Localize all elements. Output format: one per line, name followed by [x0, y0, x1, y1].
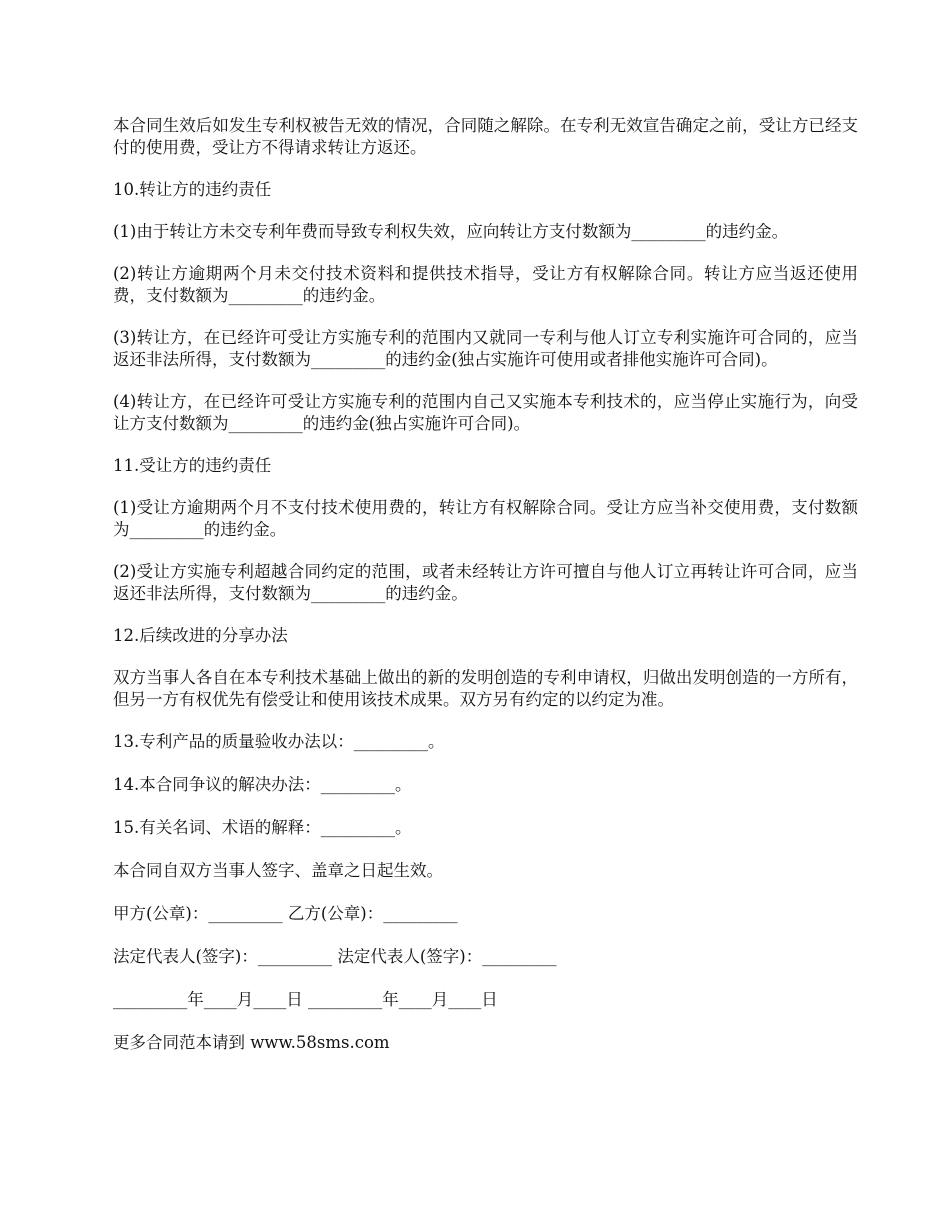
section-13: 13.专利产品的质量验收办法以：_________。: [113, 732, 445, 751]
signature-dates-line: _________年____月____日 _________年____月____日: [113, 990, 498, 1009]
effective-clause: 本合同自双方当事人签字、盖章之日起生效。: [113, 861, 443, 880]
paragraph-10-2: (2)转让方逾期两个月未交付技术资料和提供技术指导，受让方有权解除合同。转让方应当返还使用费，支付数额为_________的违约金。: [113, 264, 858, 305]
footer-website-note: 更多合同范本请到 www.58sms.com: [113, 1033, 390, 1052]
section-15: 15.有关名词、术语的解释：_________。: [113, 818, 412, 837]
section-heading-10: 10.转让方的违约责任: [113, 180, 272, 199]
signature-representatives-line: 法定代表人(签字)：_________ 法定代表人(签字)：_________: [113, 947, 557, 966]
contract-page: [113, 115, 858, 1074]
paragraph-11-2: (2)受让方实施专利超越合同约定的范围，或者未经转让方许可擅自与他人订立再转让许可合同，应当返还非法所得，支付数额为_________的违约金。: [113, 562, 858, 603]
paragraph-10-4: (4)转让方，在已经许可受让方实施专利的范围内自己又实施本专利技术的，应当停止实施行为，向受让方支付数额为_________的违约金(独占实施许可合同)。: [113, 392, 858, 433]
section-heading-11: 11.受让方的违约责任: [113, 456, 272, 475]
paragraph-invalidation-clause: 本合同生效后如发生专利权被告无效的情况，合同随之解除。在专利无效宣告确定之前，受让方已经支付的使用费，受让方不得请求转让方返还。: [113, 116, 858, 157]
section-heading-12: 12.后续改进的分享办法: [113, 626, 288, 645]
paragraph-10-3: (3)转让方，在已经许可受让方实施专利的范围内又就同一专利与他人订立专利实施许可合同的，应当返还非法所得，支付数额为_________的违约金(独占实施许可使用或者排他实施许可合同)。: [113, 328, 858, 369]
section-14: 14.本合同争议的解决办法：_________。: [113, 775, 412, 794]
signature-seals-line: 甲方(公章)：_________ 乙方(公章)：_________: [113, 904, 458, 923]
paragraph-11-1: (1)受让方逾期两个月不支付技术使用费的，转让方有权解除合同。受让方应当补交使用费，支付数额为_________的违约金。: [113, 498, 858, 539]
paragraph-12: 双方当事人各自在本专利技术基础上做出的新的发明创造的专利申请权，归做出发明创造的一方所有，但另一方有权优先有偿受让和使用该技术成果。双方另有约定的以约定为准。: [113, 668, 858, 709]
paragraph-10-1: (1)由于转让方未交专利年费而导致专利权失效，应向转让方支付数额为_________的违约金。: [113, 222, 789, 241]
